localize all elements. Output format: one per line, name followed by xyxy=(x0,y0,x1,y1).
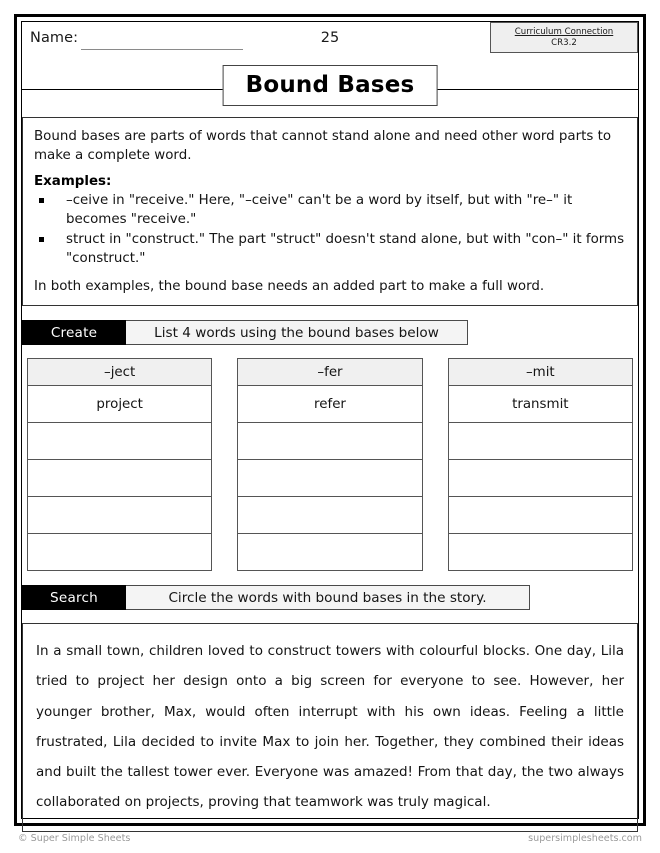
page-title: Bound Bases xyxy=(245,72,415,98)
curriculum-connection-code: CR3.2 xyxy=(551,37,577,48)
worksheet-content xyxy=(22,22,638,818)
definition-text: Bound bases are parts of words that cannot stand alone and need other word parts to make a complete word. xyxy=(34,129,612,164)
column-header: –mit xyxy=(449,359,632,386)
curriculum-connection-title: Curriculum Connection xyxy=(514,26,614,37)
list-item-label: –ceive in "receive." Here, "–ceive" can't be a word by itself, but with "re–" it becomes "receive." xyxy=(66,193,573,228)
create-section-instruction: List 4 words using the bound bases below xyxy=(126,320,468,345)
table-row[interactable] xyxy=(238,534,421,571)
curriculum-connection-badge xyxy=(490,22,638,53)
word-tables xyxy=(22,358,638,571)
table-row[interactable] xyxy=(238,460,421,497)
examples-list xyxy=(34,191,626,268)
table-row[interactable] xyxy=(28,534,211,571)
page-number: 25 xyxy=(320,30,340,46)
story-text: In a small town, children loved to construct towers with colourful blocks. One day, Lila tried to project her design onto a big screen for everyone to see. However, her younger brother, Max, would often interrupt with his own ideas. Feeling a little frustrated, Lila decided to invite Max to join her. Together, they combined their ideas and built the tallest tower ever. Everyone was amazed! From that day, the two always collaborated on projects, proving that teamwork was truly magical. xyxy=(36,643,624,811)
search-section-instruction: Circle the words with bound bases in the story. xyxy=(126,585,530,610)
word-table-mit xyxy=(448,358,633,571)
table-row[interactable]: transmit xyxy=(449,386,632,423)
create-section-tag: Create xyxy=(22,320,126,345)
footer-copyright: © Super Simple Sheets xyxy=(18,833,131,844)
title-row xyxy=(22,65,638,113)
table-row[interactable] xyxy=(28,423,211,460)
table-row[interactable] xyxy=(238,497,421,534)
title-rule-right xyxy=(423,89,638,90)
table-row[interactable] xyxy=(28,460,211,497)
word-table-ject xyxy=(27,358,212,571)
list-item-label: struct in "construct." The part "struct" doesn't stand alone, but with "con–" it forms "construct." xyxy=(66,232,625,267)
footer-website: supersimplesheets.com xyxy=(528,833,642,844)
list-item xyxy=(34,191,626,229)
table-row[interactable]: project xyxy=(28,386,211,423)
table-row[interactable]: refer xyxy=(238,386,421,423)
table-row[interactable] xyxy=(449,423,632,460)
name-input-line[interactable] xyxy=(81,49,243,50)
page-footer xyxy=(18,833,642,844)
column-header: –fer xyxy=(238,359,421,386)
examples-heading: Examples: xyxy=(34,174,112,190)
search-section-bar xyxy=(22,585,530,610)
worksheet-header xyxy=(22,22,638,64)
word-table-fer xyxy=(237,358,422,571)
name-label: Name: xyxy=(30,30,79,46)
column-header: –ject xyxy=(28,359,211,386)
table-row[interactable] xyxy=(238,423,421,460)
definition-box xyxy=(22,117,638,306)
create-section-bar xyxy=(22,320,468,345)
story-box[interactable] xyxy=(22,623,638,831)
table-row[interactable] xyxy=(449,534,632,571)
search-section-tag: Search xyxy=(22,585,126,610)
list-item xyxy=(34,230,626,268)
definition-summary: In both examples, the bound base needs an added part to make a full word. xyxy=(34,279,545,295)
table-row[interactable] xyxy=(449,497,632,534)
square-bullet-icon xyxy=(39,198,44,203)
table-row[interactable] xyxy=(28,497,211,534)
table-row[interactable] xyxy=(449,460,632,497)
title-rule-left xyxy=(22,89,237,90)
square-bullet-icon xyxy=(39,237,44,242)
page-title-box xyxy=(223,65,438,106)
